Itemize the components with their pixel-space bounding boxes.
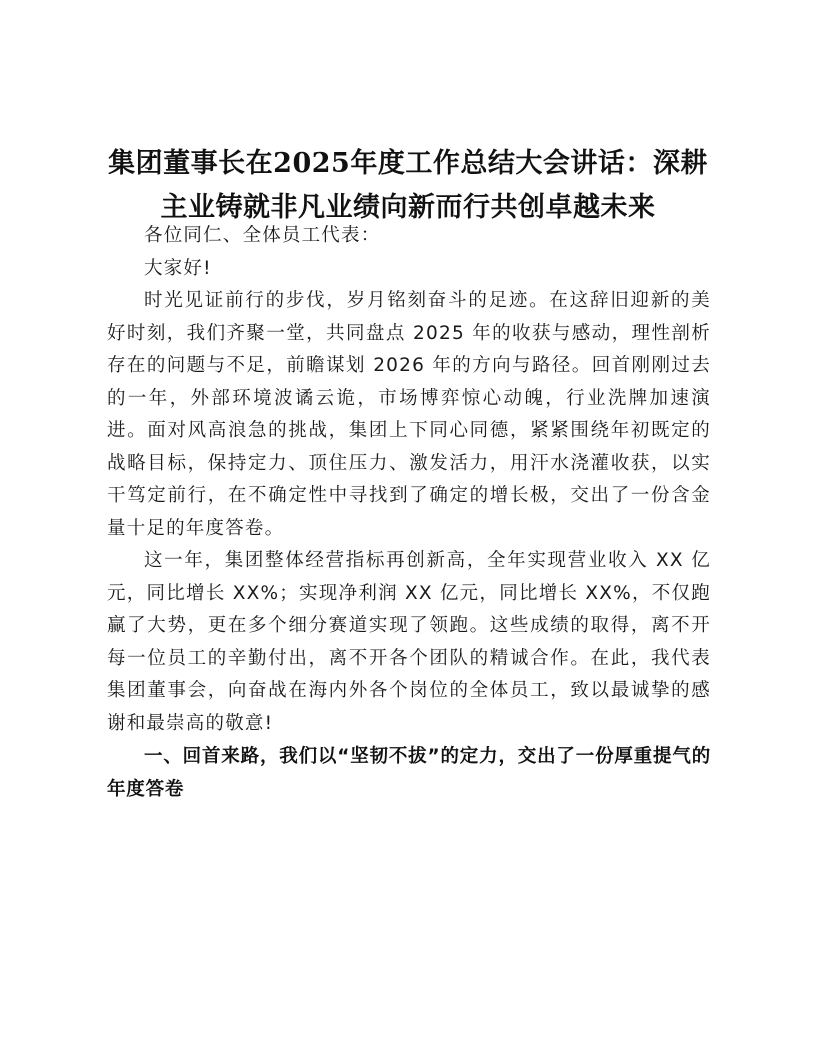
paragraph-performance: 这一年，集团整体经营指标再创新高，全年实现营业收入 XX 亿元，同比增长 XX%；实现净利润 XX 亿元，同比增长 XX%，不仅跑赢了大势，更在多个细分赛道实现了领跑。这些成绩的取得，离不开每一位员工的辛勤付出，离不开各个团队的精诚合作。在此，我代表集团董事会，向奋战在海内外各个岗位的全体员工，致以最诚挚的感谢和最崇高的敬意!: [107, 550, 711, 734]
salutation: 各位同仁、全体员工代表：: [144, 225, 381, 246]
greeting: 大家好!: [144, 257, 212, 279]
document-title: 集团董事长在2025年度工作总结大会讲话：深耕主业铸就非凡业绩向新而行共创卓越未来: [108, 148, 708, 223]
document-body: [107, 220, 711, 806]
paragraph-opening: 时光见证前行的步伐，岁月铭刻奋斗的足迹。在这辞旧迎新的美好时刻，我们齐聚一堂，共同盘点 2025 年的收获与感动，理性剖析存在的问题与不足，前瞻谋划 2026 年的方向与路径。回首刚刚过去的一年，外部环境波谲云诡，市场博弈惊心动魄，行业洗牌加速演进。面对风高浪急的挑战，集团上下同心同德，紧紧围绕年初既定的战略目标，保持定力、顶住压力、激发活力，用汗水浇灌收获，以实干笃定前行，在不确定性中寻找到了确定的增长极，交出了一份含金量十足的年度答卷。: [107, 290, 711, 539]
section-heading: 一、回首来路，我们以“坚韧不拔”的定力，交出了一份厚重提气的年度答卷: [107, 746, 711, 800]
